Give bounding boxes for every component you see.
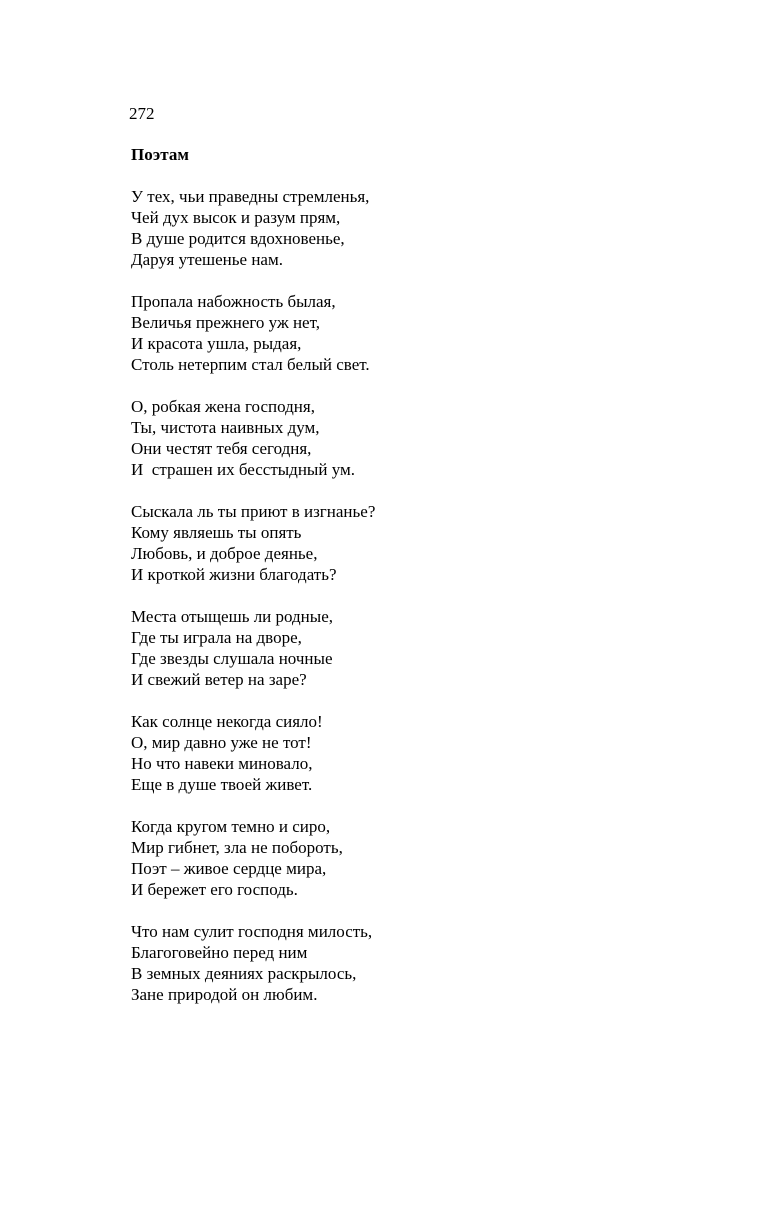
poem-line: И кроткой жизни благодать? (131, 565, 337, 584)
poem-title: Поэтам (131, 145, 189, 164)
poem-line: Поэт – живое сердце мира, (131, 859, 327, 878)
poem-line: Благоговейно перед ним (131, 943, 308, 962)
poem-line: Места отыщешь ли родные, (131, 607, 333, 626)
stanza (131, 606, 375, 690)
poem-line: Зане природой он любим. (131, 985, 318, 1004)
poem-line: Мир гибнет, зла не побороть, (131, 838, 343, 857)
stanza (131, 396, 375, 480)
poem-line: О, мир давно уже не тот! (131, 733, 312, 752)
poem-line: Величья прежнего уж нет, (131, 313, 320, 332)
poem-line: Кому являешь ты опять (131, 523, 302, 542)
poem-line: И страшен их бесстыдный ум. (131, 460, 355, 479)
poem-line: Чей дух высок и разум прям, (131, 208, 341, 227)
poem-line: Они честят тебя сегодня, (131, 439, 312, 458)
page-number: 272 (129, 104, 155, 123)
poem-line: Где звезды слушала ночные (131, 649, 333, 668)
poem-line: О, робкая жена господня, (131, 397, 315, 416)
poem-line: Любовь, и доброе деянье, (131, 544, 318, 563)
poem-line: Пропала набожность былая, (131, 292, 336, 311)
poem-line: Когда кругом темно и сиро, (131, 817, 331, 836)
poem-line: И бережет его господь. (131, 880, 298, 899)
poem-line: Столь нетерпим стал белый свет. (131, 355, 370, 374)
stanza (131, 501, 375, 585)
poem-line: В душе родится вдохновенье, (131, 229, 345, 248)
poem-line: Ты, чистота наивных дум, (131, 418, 320, 437)
stanza (131, 186, 375, 270)
poem-line: У тех, чьи праведны стремленья, (131, 187, 370, 206)
poem-line: В земных деяниях раскрылось, (131, 964, 357, 983)
poem-line: Что нам сулит господня милость, (131, 922, 373, 941)
poem-line: Но что навеки миновало, (131, 754, 313, 773)
poem-line: Где ты играла на дворе, (131, 628, 302, 647)
poem-line: Как солнце некогда сияло! (131, 712, 323, 731)
stanza (131, 711, 375, 795)
poem-line: Еще в душе твоей живет. (131, 775, 313, 794)
poem-body (131, 186, 375, 1026)
stanza (131, 921, 375, 1005)
poem-line: Сыскала ль ты приют в изгнанье? (131, 502, 376, 521)
poem-line: И красота ушла, рыдая, (131, 334, 302, 353)
stanza (131, 816, 375, 900)
poem-line: Даруя утешенье нам. (131, 250, 283, 269)
stanza (131, 291, 375, 375)
poem-line: И свежий ветер на заре? (131, 670, 307, 689)
